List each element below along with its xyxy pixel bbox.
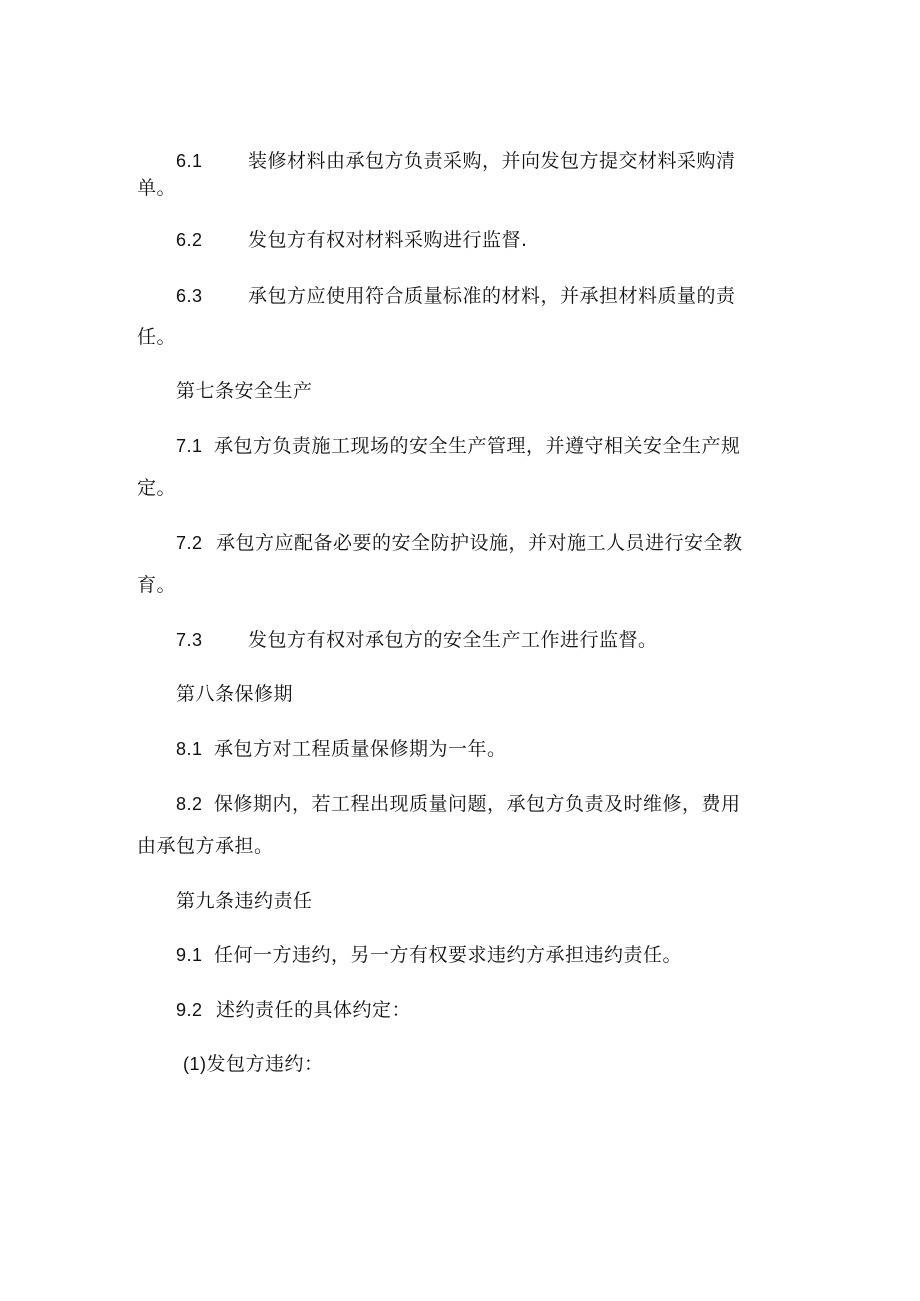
clause-text: 承包方负责施工现场的安全生产管理，并遵守相关安全生产规 [214,435,741,457]
section-heading: 第九条违约责任 [176,890,313,912]
clause-text: 承包方应使用符合质量标准的材料，并承担材料质量的责 [248,285,736,307]
clause-text: 发包方有权对材料采购进行监督. [248,229,528,251]
clause-8-2-line-1 [0,792,741,816]
clause-number: 6.3 [176,286,203,306]
clause-number: 9.1 [176,945,203,965]
sub-clause-1 [0,1052,324,1076]
sub-clause-text: 发包方违约： [206,1053,324,1075]
section-heading: 第七条安全生产 [176,380,313,402]
section-heading-7 [0,379,313,403]
clause-text: 任何一方违约，另一方有权要求违约方承担违约责任。 [214,944,683,966]
clause-9-2 [0,998,411,1022]
clause-6-3-line-1 [0,284,736,308]
clause-7-1-line-2 [0,476,176,500]
clause-text: 装修材料由承包方负责采购，并向发包方提交材料采购清 [248,150,736,172]
clause-6-3-line-2 [0,325,176,349]
clause-text-continued: 定。 [137,477,177,499]
clause-number: 9.2 [176,1000,203,1020]
clause-text-continued: 育。 [137,574,177,596]
clause-9-1 [0,943,682,967]
clause-text: 述约责任的具体约定： [216,999,412,1021]
clause-6-1-line-1 [0,149,736,173]
section-heading-8 [0,682,293,706]
clause-text-continued: 任。 [137,326,177,348]
clause-7-2-line-1 [0,531,743,555]
clause-6-2 [0,228,528,252]
clause-number: 8.1 [176,739,203,759]
clause-8-2-line-2 [0,834,274,858]
clause-7-1-line-1 [0,434,741,458]
sub-clause-number: (1) [183,1054,207,1074]
clause-text: 承包方应配备必要的安全防护设施，并对施工人员进行安全教 [216,532,743,554]
clause-number: 6.1 [176,151,203,171]
clause-number: 7.2 [176,533,203,553]
clause-number: 7.1 [176,436,203,456]
clause-text-continued: 由承包方承担。 [137,835,274,857]
clause-number: 8.2 [176,794,203,814]
clause-text: 发包方有权对承包方的安全生产工作进行监督。 [248,629,658,651]
clause-text-continued: 单。 [137,177,177,199]
clause-7-3 [0,628,658,652]
clause-text: 承包方对工程质量保修期为一年。 [214,738,507,760]
clause-8-1 [0,737,507,761]
clause-6-1-line-2 [0,176,176,200]
clause-text: 保修期内，若工程出现质量问题，承包方负责及时维修，费用 [214,793,741,815]
clause-number: 6.2 [176,230,203,250]
section-heading: 第八条保修期 [176,683,294,705]
section-heading-9 [0,889,313,913]
clause-number: 7.3 [176,630,203,650]
clause-7-2-line-2 [0,573,176,597]
